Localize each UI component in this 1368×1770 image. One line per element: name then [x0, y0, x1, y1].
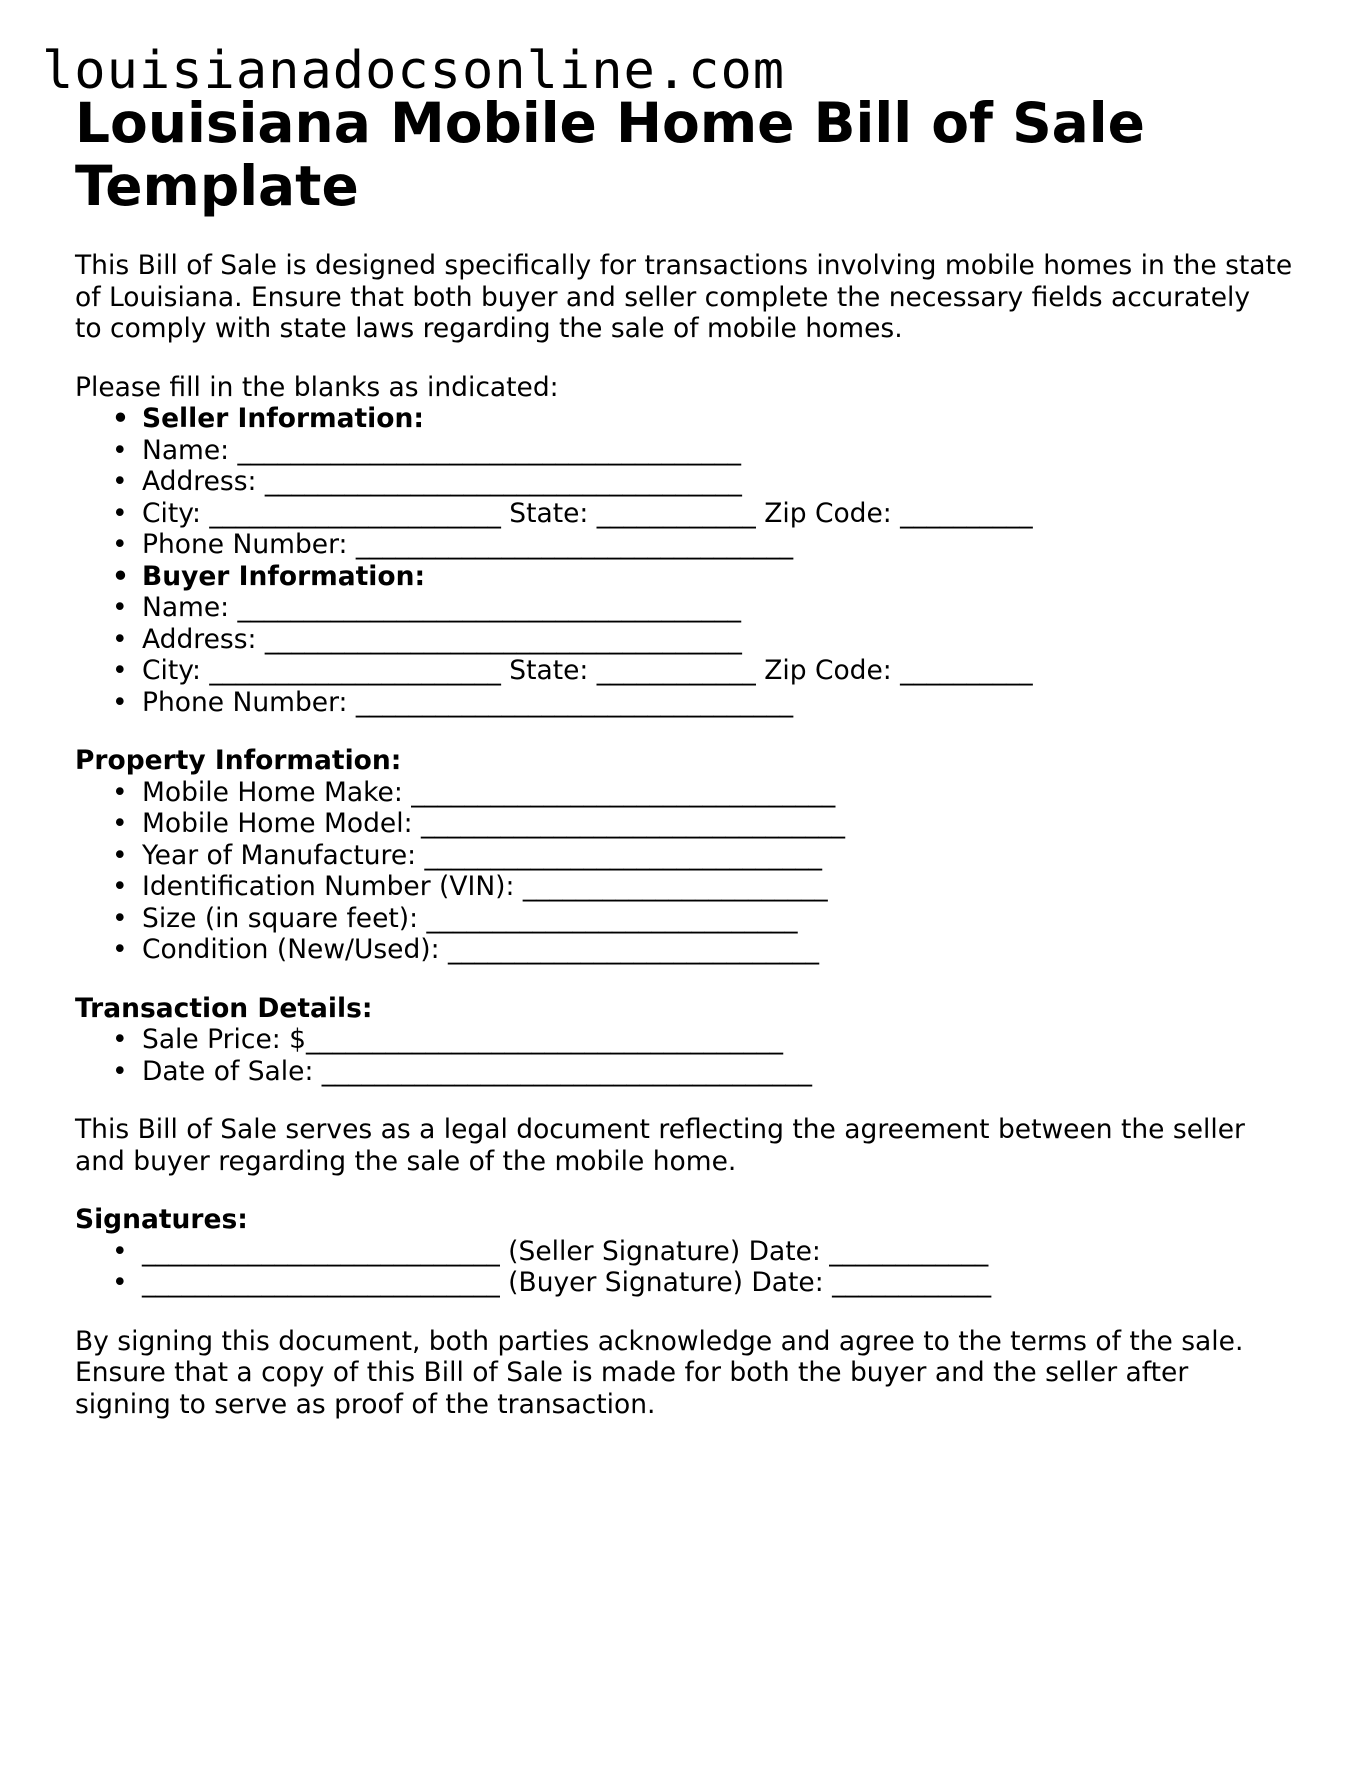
size-field: • Size (in square feet): ____________________________: [75, 903, 1305, 935]
title-line-2: Template: [75, 154, 359, 218]
seller-city-state-zip-field: • City: ______________________ State: ____________ Zip Code: __________: [75, 498, 1305, 530]
site-watermark: louisianadocsonline.com: [42, 41, 786, 101]
legal-statement-paragraph: [75, 1114, 1305, 1177]
seller-information-heading: • Seller Information:: [75, 403, 1305, 435]
property-information-heading: Property Information:: [75, 745, 402, 776]
buyer-city-state-zip-field: • City: ______________________ State: ____________ Zip Code: __________: [75, 655, 1305, 687]
signatures-heading: Signatures:: [75, 1204, 248, 1235]
date-of-sale-field: • Date of Sale: _____________________________________: [75, 1056, 1305, 1088]
page-title: [75, 92, 1305, 218]
transaction-details-heading: Transaction Details:: [75, 992, 373, 1024]
condition-field: • Condition (New/Used): ____________________________: [75, 934, 1305, 966]
buyer-information-list: [75, 561, 1305, 719]
legal-line: and buyer regarding the sale of the mobile home.: [75, 1145, 737, 1177]
buyer-information-heading: • Buyer Information:: [75, 561, 1305, 593]
property-information-list: [75, 777, 1305, 966]
mobile-home-model-field: • Mobile Home Model: ________________________________: [75, 808, 1305, 840]
mobile-home-make-field: • Mobile Home Make: ________________________________: [75, 777, 1305, 809]
year-of-manufacture-field: • Year of Manufacture: ______________________________: [75, 840, 1305, 872]
seller-name-field: • Name: ______________________________________: [75, 435, 1305, 467]
signatures-list: [75, 1236, 1305, 1299]
intro-paragraph: [75, 250, 1305, 345]
buyer-name-field: • Name: ______________________________________: [75, 592, 1305, 624]
buyer-phone-field: • Phone Number: _________________________________: [75, 687, 1305, 719]
closing-line: By signing this document, both parties acknowledge and agree to the terms of the sale.: [75, 1325, 1244, 1357]
seller-information-list: [75, 403, 1305, 561]
legal-line: This Bill of Sale serves as a legal document reflecting the agreement between the seller: [75, 1114, 1245, 1145]
buyer-signature-line: • ___________________________ (Buyer Signature) Date: ____________: [75, 1267, 1305, 1299]
document-body: [75, 92, 1305, 1420]
sale-price-field: • Sale Price: $____________________________________: [75, 1024, 1305, 1056]
buyer-address-field: • Address: ____________________________________: [75, 624, 1305, 656]
closing-line: signing to serve as proof of the transaction.: [75, 1388, 656, 1420]
vin-field: • Identification Number (VIN): _______________________: [75, 871, 1305, 903]
seller-phone-field: • Phone Number: _________________________________: [75, 529, 1305, 561]
title-line-1: Louisiana Mobile Home Bill of Sale: [75, 91, 1145, 155]
closing-paragraph: [75, 1326, 1305, 1421]
seller-signature-line: • ___________________________ (Seller Signature) Date: ____________: [75, 1236, 1305, 1268]
fill-in-instruction: Please fill in the blanks as indicated:: [75, 371, 559, 403]
intro-line: This Bill of Sale is designed specifically for transactions involving mobile homes in the state: [75, 250, 1293, 281]
intro-line: to comply with state laws regarding the sale of mobile homes.: [75, 313, 903, 344]
intro-line: of Louisiana. Ensure that both buyer and seller complete the necessary fields accurately: [75, 281, 1251, 313]
transaction-details-list: [75, 1024, 1305, 1087]
seller-address-field: • Address: ____________________________________: [75, 466, 1305, 498]
closing-line: Ensure that a copy of this Bill of Sale is made for both the buyer and the seller after: [75, 1357, 1189, 1388]
